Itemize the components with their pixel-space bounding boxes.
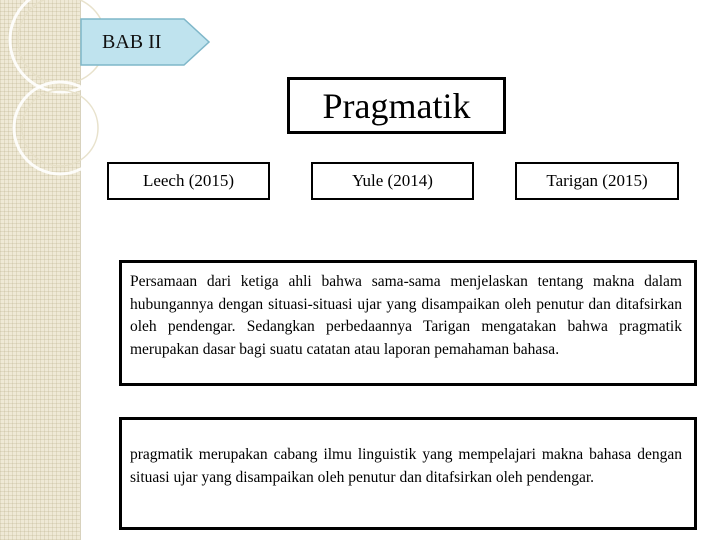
author-box-leech [107, 162, 270, 200]
author-label: Yule (2014) [352, 171, 433, 190]
title-text: Pragmatik [322, 85, 471, 126]
chapter-tag [80, 18, 210, 66]
chapter-tag-label: BAB II [102, 31, 162, 53]
author-box-yule [311, 162, 474, 200]
definition-paragraph-box [119, 417, 697, 530]
comparison-paragraph-box [119, 260, 697, 386]
comparison-text: Persamaan dari ketiga ahli bahwa sama-sama menjelaskan tentang makna dalam hubungannya dengan situasi-situasi ujar yang disampaikan oleh penutur dan ditafsirkan oleh pendengar. Sedangkan perbedaannya Tarigan mengatakan bahwa pragmatik merupakan dasar bagi suatu catatan atau laporan pemahaman bahasa. [130, 273, 682, 358]
author-box-tarigan [515, 162, 679, 200]
author-label: Leech (2015) [142, 171, 235, 190]
title-box [287, 77, 506, 134]
side-pattern-strip [0, 0, 81, 540]
author-label: Tarigan (2015) [546, 171, 648, 190]
definition-text: pragmatik merupakan cabang ilmu linguistik yang mempelajari makna bahasa dengan situasi ujar yang disampaikan oleh penutur dan ditafsirkan oleh pendengar. [130, 446, 682, 486]
